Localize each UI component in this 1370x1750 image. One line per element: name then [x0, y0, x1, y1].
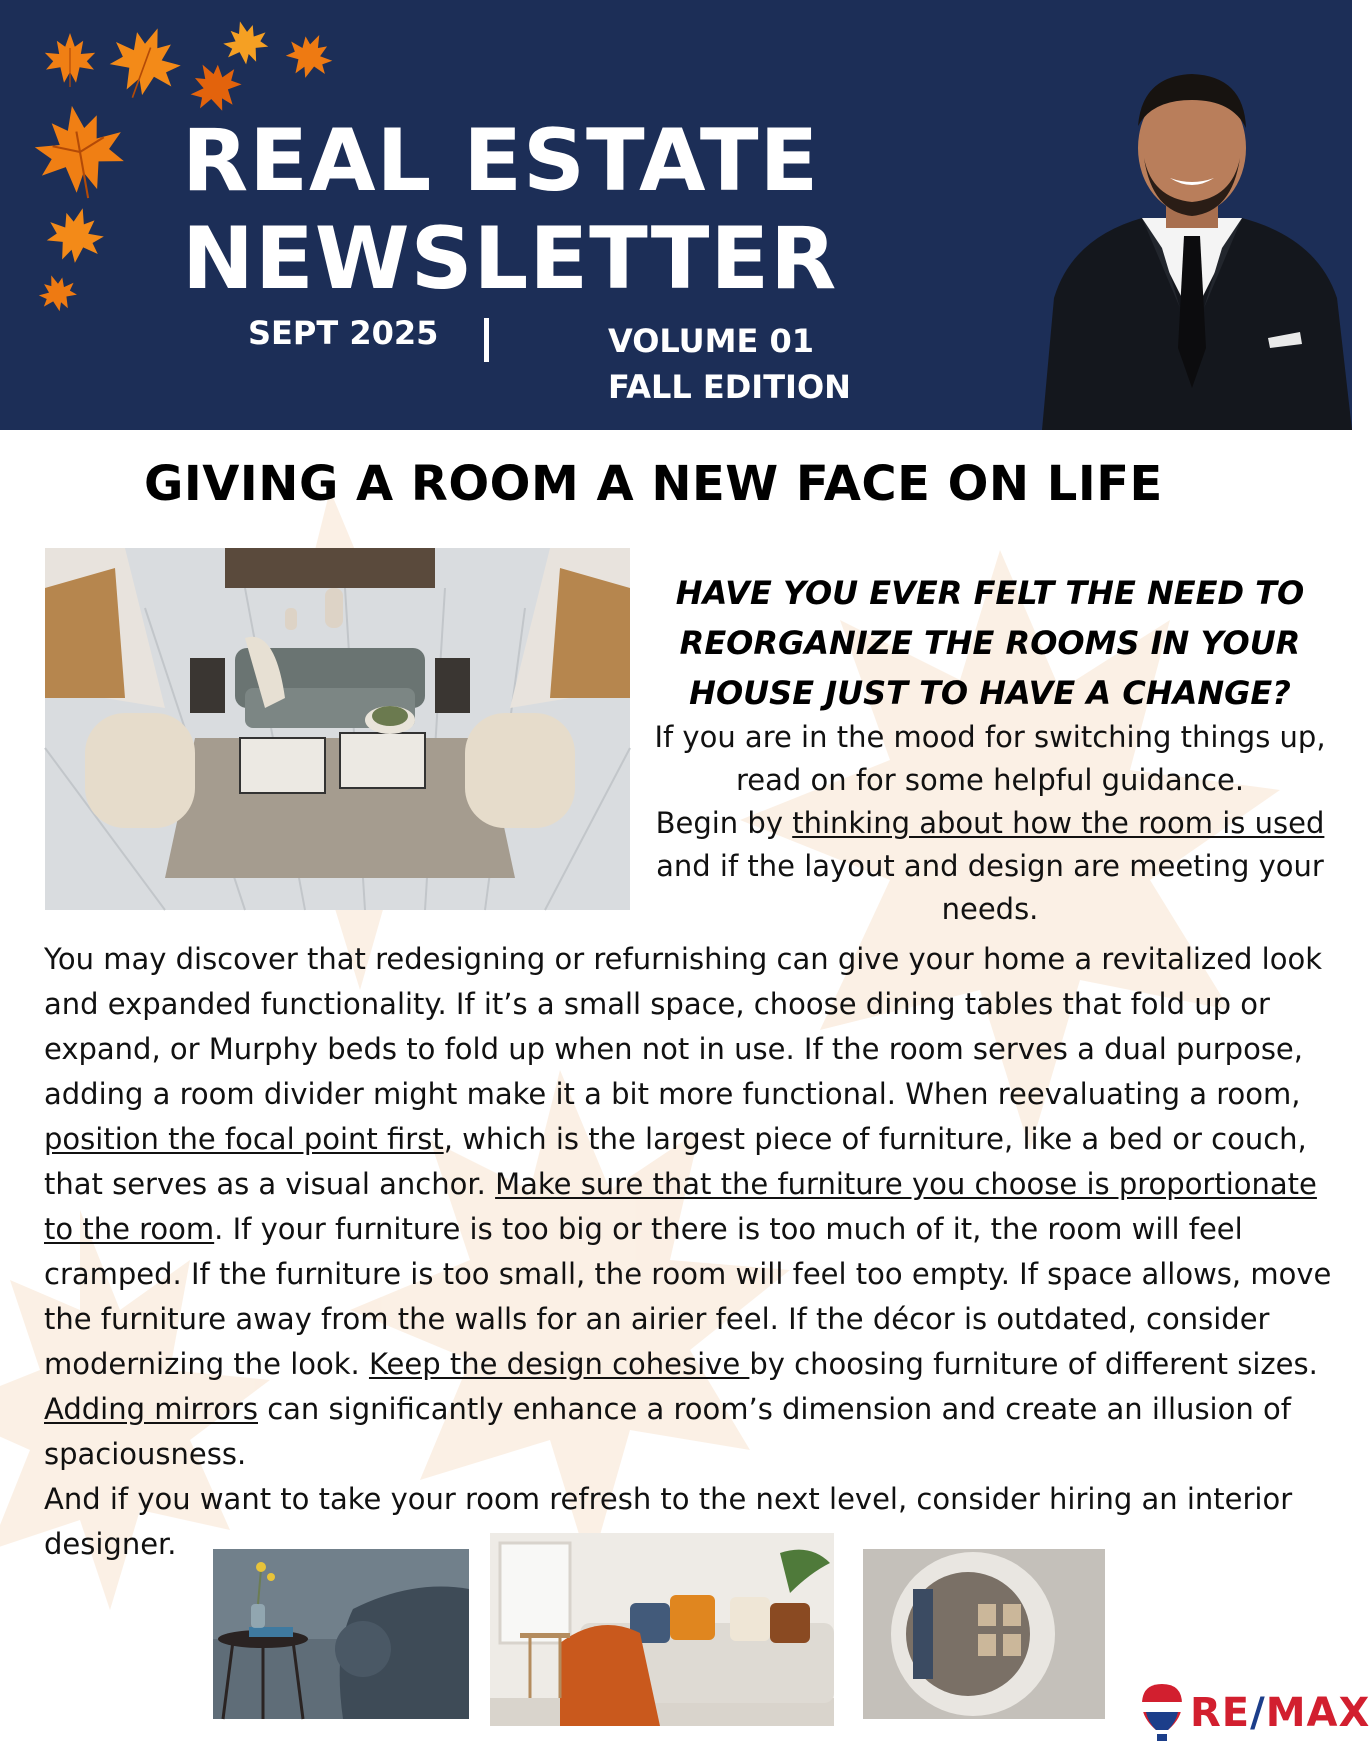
article-headline: GIVING A ROOM A NEW FACE ON LIFE [144, 456, 1163, 512]
side-table-armchair-photo [213, 1549, 469, 1719]
body-link-focal-point: position the focal point first [44, 1122, 444, 1156]
issue-edition: FALL EDITION [608, 368, 851, 406]
hot-air-balloon-icon [1140, 1682, 1184, 1742]
body-link-cohesive: Keep the design cohesive [368, 1347, 750, 1381]
agent-portrait [1032, 48, 1352, 430]
living-room-photo [45, 548, 630, 910]
article-body [44, 937, 1334, 1567]
header-divider [484, 318, 489, 362]
logo-text-re: RE [1190, 1690, 1251, 1736]
body-text-1: You may discover that redesigning or refurnishing can give your home a revitalized look and expanded functionality. If it’s a small space, choose dining tables that fold up or expand, or Murphy beds to fold up when not in use. If the room serves a dual purpose, adding a room divider might make it a bit more functional. When reevaluating a room, [44, 942, 1322, 1111]
title-line-1: REAL ESTATE [182, 111, 820, 211]
body-link-mirrors: Adding mirrors [44, 1392, 258, 1426]
article-intro [650, 716, 1330, 931]
issue-volume-block [608, 318, 851, 410]
maple-leaf-icon [273, 21, 345, 93]
sofa-orange-blanket-photo [490, 1533, 834, 1726]
closing-text: And if you want to take your room refresh to the next level, consider hiring an interior designer. [44, 1482, 1293, 1561]
remax-wordmark [1190, 1690, 1370, 1736]
maple-leaf-icon [40, 30, 100, 90]
newsletter-title [182, 112, 837, 308]
intro-text: If you are in the mood for switching things up, read on for some helpful guidance. [654, 720, 1326, 797]
body-text-2: , which is the largest piece of furniture, like a bed or couch, that serves as a visual anchor. [44, 1122, 1307, 1201]
issue-date: SEPT 2025 [248, 314, 439, 352]
logo-text-max: MAX [1265, 1690, 1370, 1736]
maple-leaf-icon [20, 92, 140, 212]
remax-logo [1140, 1680, 1370, 1746]
intro-text-2-post: and if the layout and design are meeting your needs. [656, 849, 1324, 926]
title-line-2: NEWSLETTER [182, 209, 838, 309]
intro-text-2-pre: Begin by [655, 806, 793, 840]
issue-volume: VOLUME 01 [608, 322, 815, 360]
logo-slash: / [1250, 1690, 1266, 1736]
body-link-proportionate: Make sure that the furniture you choose is proportionate to the room [44, 1167, 1317, 1246]
maple-leaf-icon [30, 266, 86, 322]
body-text-4: by choosing furniture of different sizes. [749, 1347, 1318, 1381]
intro-link-room-use: thinking about how the room is used [792, 806, 1325, 840]
round-mirror-photo [863, 1549, 1105, 1719]
body-text-5: can significantly enhance a room’s dimension and create an illusion of spaciousness. [44, 1392, 1291, 1471]
article-question: HAVE YOU EVER FELT THE NEED TO REORGANIZE THE ROOMS IN YOUR HOUSE JUST TO HAVE A CHANGE? [675, 574, 1305, 712]
newsletter-header [0, 0, 1352, 430]
body-text-3: . If your furniture is too big or there is too much of it, the room will feel cramped. If the furniture is too small, the room will feel too empty. If space allows, move the furniture away from the walls for an airier feel. If the décor is outdated, consider modernizing the look. [44, 1212, 1332, 1381]
